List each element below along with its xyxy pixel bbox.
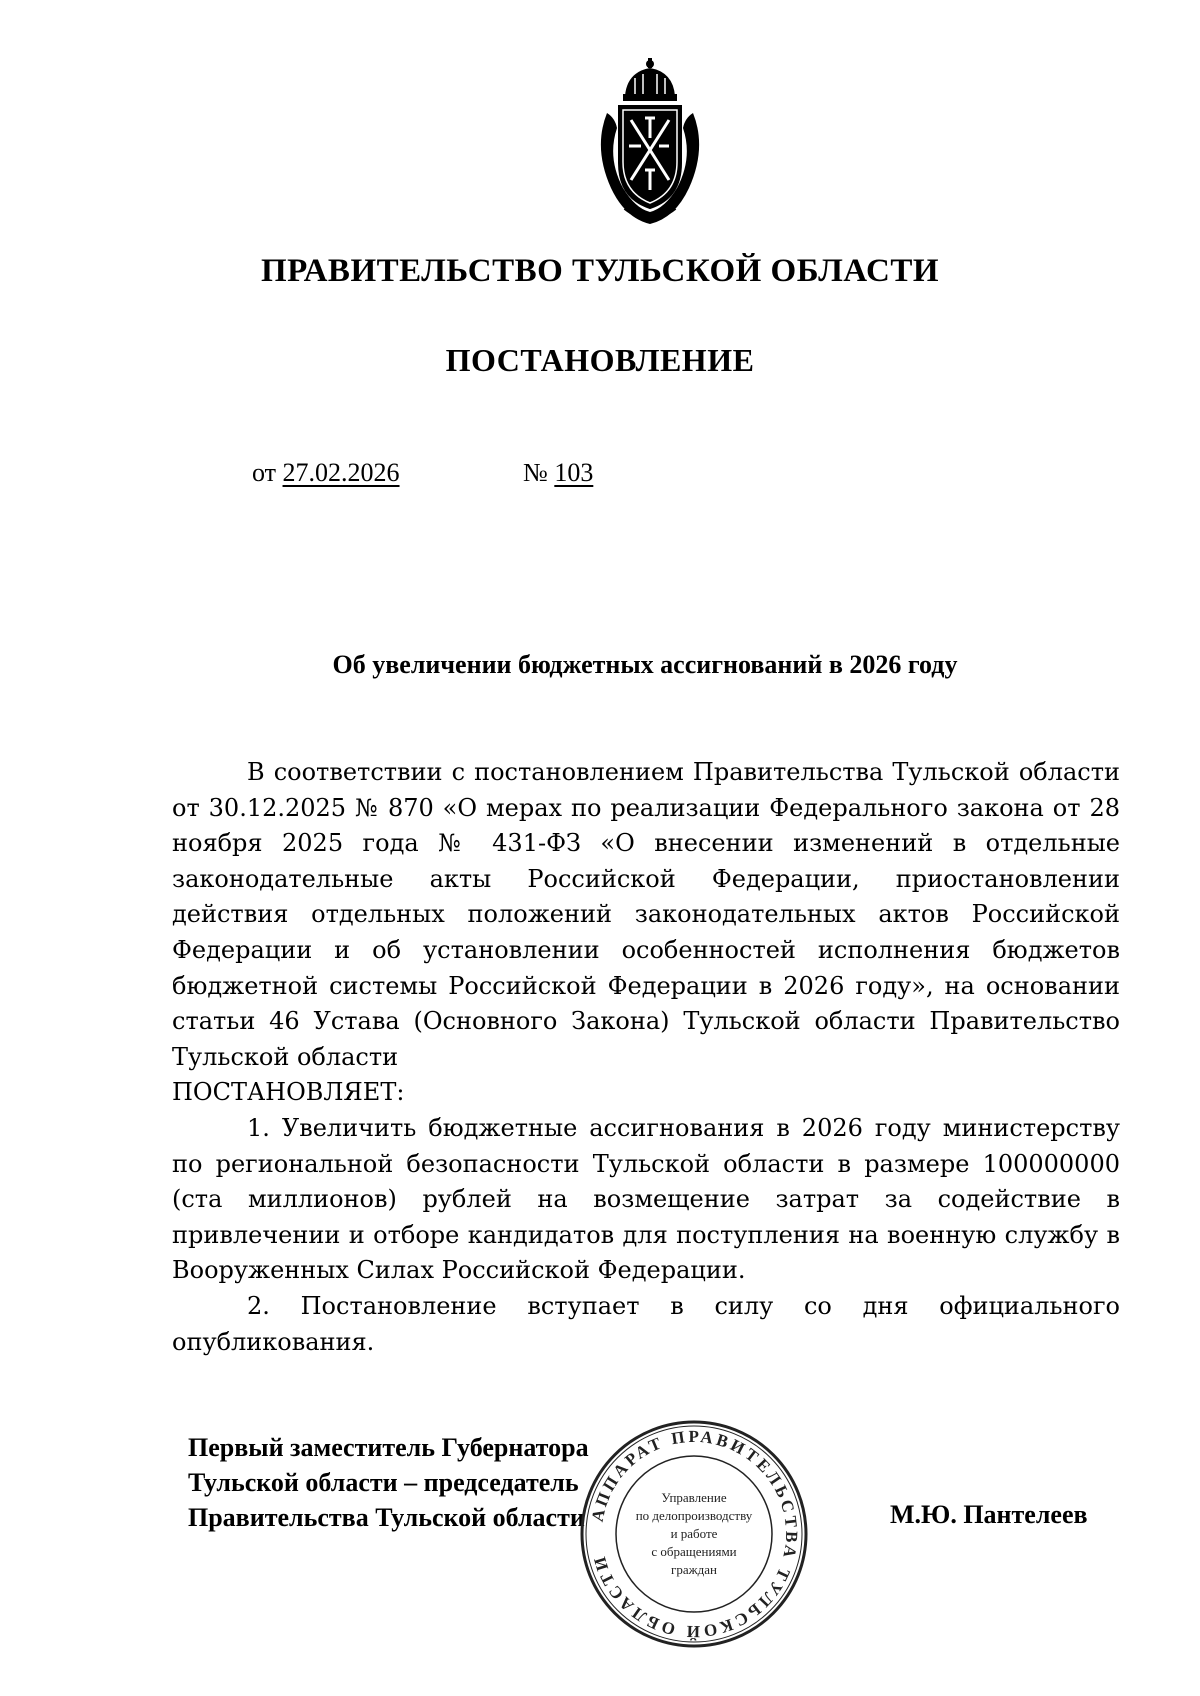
stamp-ring-text: АППАРАТ ПРАВИТЕЛЬСТВА ТУЛЬСКОЙ ОБЛАСТИ (587, 1426, 802, 1642)
stamp-center-line-4: с обращениями (651, 1544, 737, 1559)
organization-title: ПРАВИТЕЛЬСТВО ТУЛЬСКОЙ ОБЛАСТИ (261, 253, 939, 289)
date-value: 27.02.2026 (282, 458, 400, 487)
document-date (252, 458, 400, 488)
signatory-title-line-2: Тульской области – председатель (188, 1468, 579, 1497)
number-prefix: № (523, 458, 548, 487)
item-2-paragraph: 2. Постановление вступает в силу со дня официального опубликования. (172, 1291, 1120, 1356)
document-type-heading: ПОСТАНОВЛЕНИЕ (445, 342, 755, 378)
official-stamp-icon (578, 1418, 810, 1650)
document-body (172, 755, 1120, 1360)
number-value: 103 (554, 458, 594, 487)
decree-word: ПОСТАНОВЛЯЕТ: (172, 1078, 405, 1107)
preamble-paragraph: В соответствии с постановлением Правительства Тульской области от 30.12.2025 № 870 «О мерах по реализации Федерального закона от 28 ноября 2025 года № 431-ФЗ «О внесении изменений в отдельные законодательные акты Российской Федерации, приостановлении действия отдельных положений законодательных актов Российской Федерации и об установлении особенностей исполнения бюджетов бюджетной системы Российской Федерации в 2026 году», на основании статьи 46 Устава (Основного Закона) Тульской области Правительство Тульской области (172, 758, 1120, 1071)
signatory-title (188, 1430, 589, 1535)
item-1-paragraph: 1. Увеличить бюджетные ассигнования в 2026 году министерству по региональной безопасности Тульской области в размере 100000000 (ста миллионов) рублей на возмещение затрат за содействие в привлечении и отборе кандидатов для поступления на военную службу в Вооруженных Силах Российской Федерации. (172, 1113, 1120, 1285)
document-subject: Об увеличении бюджетных ассигнований в 2026 году (332, 650, 958, 679)
stamp-center-line-3: и работе (670, 1526, 718, 1541)
signatory-title-line-3: Правительства Тульской области (188, 1503, 585, 1532)
signatory-name: М.Ю. Пантелеев (890, 1500, 1088, 1529)
document-number (523, 458, 593, 488)
stamp-center-line-2: по делопроизводству (635, 1508, 753, 1523)
stamp-center-line-1: Управление (661, 1490, 727, 1505)
coat-of-arms-icon (585, 58, 715, 228)
date-prefix: от (252, 458, 277, 487)
signatory-title-line-1: Первый заместитель Губернатора (188, 1433, 589, 1462)
stamp-center-line-5: граждан (671, 1562, 717, 1577)
